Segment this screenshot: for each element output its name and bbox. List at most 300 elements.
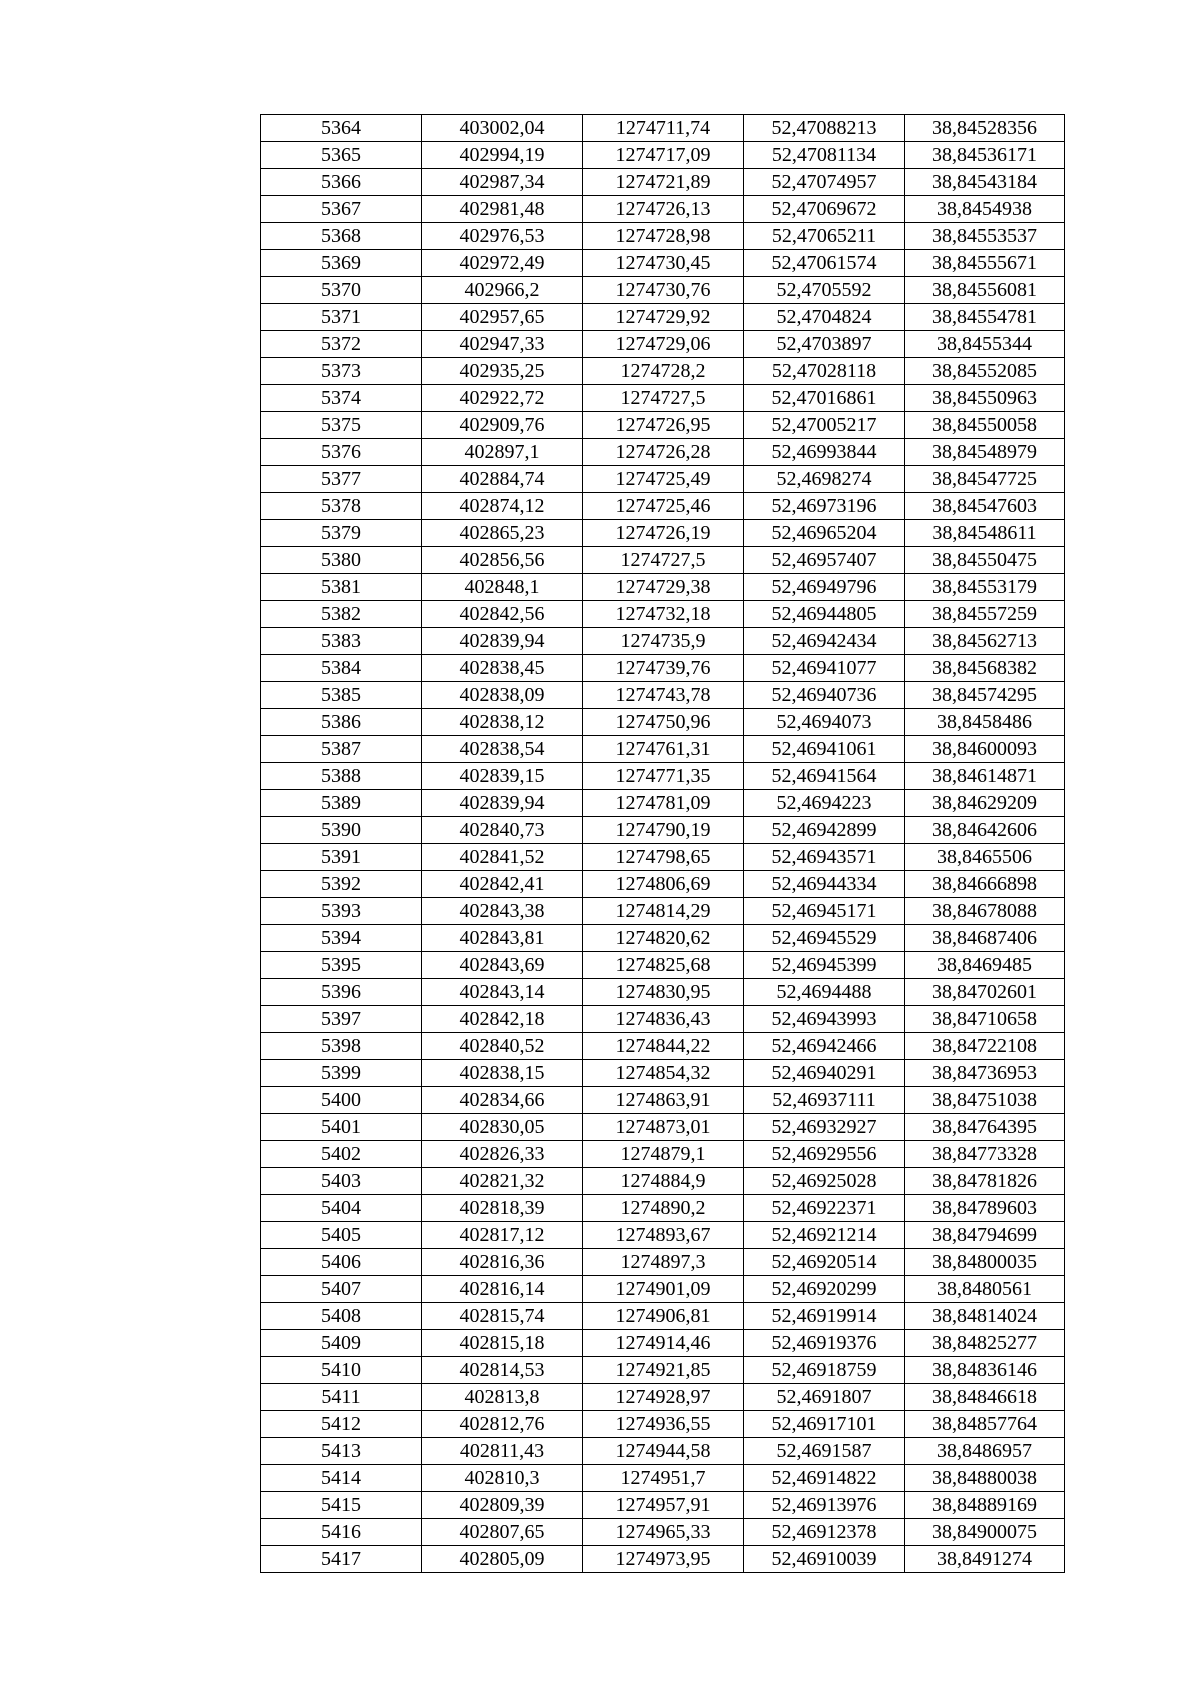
point-number-cell: 5366 (261, 169, 422, 196)
y-coordinate-cell: 1274711,74 (583, 115, 744, 142)
table-row (261, 493, 1065, 520)
table-row (261, 628, 1065, 655)
point-number-cell: 5413 (261, 1438, 422, 1465)
x-coordinate-cell: 402842,56 (422, 601, 583, 628)
x-coordinate-cell: 402826,33 (422, 1141, 583, 1168)
longitude-cell: 38,84794699 (905, 1222, 1065, 1249)
latitude-cell: 52,46922371 (744, 1195, 905, 1222)
point-number-cell: 5369 (261, 250, 422, 277)
x-coordinate-cell: 402966,2 (422, 277, 583, 304)
point-number-cell: 5397 (261, 1006, 422, 1033)
table-row (261, 1141, 1065, 1168)
latitude-cell: 52,46940736 (744, 682, 905, 709)
point-number-cell: 5391 (261, 844, 422, 871)
y-coordinate-cell: 1274771,35 (583, 763, 744, 790)
table-row (261, 385, 1065, 412)
x-coordinate-cell: 402909,76 (422, 412, 583, 439)
x-coordinate-cell: 402816,14 (422, 1276, 583, 1303)
longitude-cell: 38,84666898 (905, 871, 1065, 898)
latitude-cell: 52,4698274 (744, 466, 905, 493)
point-number-cell: 5374 (261, 385, 422, 412)
longitude-cell: 38,84687406 (905, 925, 1065, 952)
x-coordinate-cell: 402817,12 (422, 1222, 583, 1249)
longitude-cell: 38,8486957 (905, 1438, 1065, 1465)
table-row (261, 817, 1065, 844)
table-row (261, 223, 1065, 250)
longitude-cell: 38,8469485 (905, 952, 1065, 979)
longitude-cell: 38,84536171 (905, 142, 1065, 169)
point-number-cell: 5380 (261, 547, 422, 574)
x-coordinate-cell: 402981,48 (422, 196, 583, 223)
point-number-cell: 5386 (261, 709, 422, 736)
longitude-cell: 38,84751038 (905, 1087, 1065, 1114)
x-coordinate-cell: 402972,49 (422, 250, 583, 277)
longitude-cell: 38,84550058 (905, 412, 1065, 439)
x-coordinate-cell: 402843,38 (422, 898, 583, 925)
longitude-cell: 38,84880038 (905, 1465, 1065, 1492)
x-coordinate-cell: 402840,73 (422, 817, 583, 844)
latitude-cell: 52,46941077 (744, 655, 905, 682)
y-coordinate-cell: 1274965,33 (583, 1519, 744, 1546)
point-number-cell: 5414 (261, 1465, 422, 1492)
y-coordinate-cell: 1274798,65 (583, 844, 744, 871)
table-row (261, 736, 1065, 763)
latitude-cell: 52,46941564 (744, 763, 905, 790)
point-number-cell: 5416 (261, 1519, 422, 1546)
table-row (261, 1249, 1065, 1276)
longitude-cell: 38,8454938 (905, 196, 1065, 223)
longitude-cell: 38,84568382 (905, 655, 1065, 682)
y-coordinate-cell: 1274814,29 (583, 898, 744, 925)
latitude-cell: 52,46973196 (744, 493, 905, 520)
latitude-cell: 52,46932927 (744, 1114, 905, 1141)
y-coordinate-cell: 1274944,58 (583, 1438, 744, 1465)
table-row (261, 898, 1065, 925)
longitude-cell: 38,84614871 (905, 763, 1065, 790)
longitude-cell: 38,84547725 (905, 466, 1065, 493)
x-coordinate-cell: 402922,72 (422, 385, 583, 412)
latitude-cell: 52,46945171 (744, 898, 905, 925)
table-row (261, 871, 1065, 898)
longitude-cell: 38,84836146 (905, 1357, 1065, 1384)
latitude-cell: 52,4691807 (744, 1384, 905, 1411)
longitude-cell: 38,84773328 (905, 1141, 1065, 1168)
longitude-cell: 38,84900075 (905, 1519, 1065, 1546)
point-number-cell: 5365 (261, 142, 422, 169)
latitude-cell: 52,46945399 (744, 952, 905, 979)
y-coordinate-cell: 1274890,2 (583, 1195, 744, 1222)
table-row (261, 574, 1065, 601)
y-coordinate-cell: 1274790,19 (583, 817, 744, 844)
point-number-cell: 5406 (261, 1249, 422, 1276)
table-row (261, 1411, 1065, 1438)
table-row (261, 979, 1065, 1006)
table-row (261, 1168, 1065, 1195)
point-number-cell: 5383 (261, 628, 422, 655)
table-row (261, 1438, 1065, 1465)
y-coordinate-cell: 1274820,62 (583, 925, 744, 952)
longitude-cell: 38,84846618 (905, 1384, 1065, 1411)
x-coordinate-cell: 402814,53 (422, 1357, 583, 1384)
x-coordinate-cell: 402947,33 (422, 331, 583, 358)
latitude-cell: 52,47061574 (744, 250, 905, 277)
latitude-cell: 52,46920514 (744, 1249, 905, 1276)
y-coordinate-cell: 1274732,18 (583, 601, 744, 628)
longitude-cell: 38,8455344 (905, 331, 1065, 358)
point-number-cell: 5410 (261, 1357, 422, 1384)
x-coordinate-cell: 402848,1 (422, 574, 583, 601)
latitude-cell: 52,46942434 (744, 628, 905, 655)
latitude-cell: 52,4704824 (744, 304, 905, 331)
point-number-cell: 5405 (261, 1222, 422, 1249)
x-coordinate-cell: 402839,94 (422, 628, 583, 655)
y-coordinate-cell: 1274726,28 (583, 439, 744, 466)
y-coordinate-cell: 1274721,89 (583, 169, 744, 196)
x-coordinate-cell: 402812,76 (422, 1411, 583, 1438)
y-coordinate-cell: 1274921,85 (583, 1357, 744, 1384)
latitude-cell: 52,46944805 (744, 601, 905, 628)
latitude-cell: 52,47088213 (744, 115, 905, 142)
table-row (261, 439, 1065, 466)
longitude-cell: 38,84857764 (905, 1411, 1065, 1438)
y-coordinate-cell: 1274729,06 (583, 331, 744, 358)
table-row (261, 358, 1065, 385)
y-coordinate-cell: 1274726,13 (583, 196, 744, 223)
x-coordinate-cell: 402810,3 (422, 1465, 583, 1492)
longitude-cell: 38,84548979 (905, 439, 1065, 466)
table-row (261, 1006, 1065, 1033)
latitude-cell: 52,46942899 (744, 817, 905, 844)
coordinates-table (260, 114, 1065, 1573)
point-number-cell: 5372 (261, 331, 422, 358)
latitude-cell: 52,4694073 (744, 709, 905, 736)
latitude-cell: 52,4694223 (744, 790, 905, 817)
y-coordinate-cell: 1274725,49 (583, 466, 744, 493)
y-coordinate-cell: 1274739,76 (583, 655, 744, 682)
y-coordinate-cell: 1274825,68 (583, 952, 744, 979)
y-coordinate-cell: 1274879,1 (583, 1141, 744, 1168)
point-number-cell: 5385 (261, 682, 422, 709)
latitude-cell: 52,47005217 (744, 412, 905, 439)
y-coordinate-cell: 1274729,38 (583, 574, 744, 601)
longitude-cell: 38,84814024 (905, 1303, 1065, 1330)
longitude-cell: 38,84789603 (905, 1195, 1065, 1222)
x-coordinate-cell: 402815,74 (422, 1303, 583, 1330)
latitude-cell: 52,46993844 (744, 439, 905, 466)
longitude-cell: 38,84678088 (905, 898, 1065, 925)
longitude-cell: 38,84543184 (905, 169, 1065, 196)
y-coordinate-cell: 1274906,81 (583, 1303, 744, 1330)
latitude-cell: 52,46965204 (744, 520, 905, 547)
x-coordinate-cell: 402838,12 (422, 709, 583, 736)
longitude-cell: 38,84764395 (905, 1114, 1065, 1141)
x-coordinate-cell: 402865,23 (422, 520, 583, 547)
point-number-cell: 5368 (261, 223, 422, 250)
latitude-cell: 52,46957407 (744, 547, 905, 574)
longitude-cell: 38,8465506 (905, 844, 1065, 871)
table-row (261, 1384, 1065, 1411)
y-coordinate-cell: 1274729,92 (583, 304, 744, 331)
x-coordinate-cell: 402807,65 (422, 1519, 583, 1546)
longitude-cell: 38,84556081 (905, 277, 1065, 304)
latitude-cell: 52,4703897 (744, 331, 905, 358)
x-coordinate-cell: 402843,69 (422, 952, 583, 979)
latitude-cell: 52,46910039 (744, 1546, 905, 1573)
point-number-cell: 5401 (261, 1114, 422, 1141)
y-coordinate-cell: 1274730,76 (583, 277, 744, 304)
longitude-cell: 38,84736953 (905, 1060, 1065, 1087)
y-coordinate-cell: 1274973,95 (583, 1546, 744, 1573)
latitude-cell: 52,46912378 (744, 1519, 905, 1546)
x-coordinate-cell: 402816,36 (422, 1249, 583, 1276)
point-number-cell: 5376 (261, 439, 422, 466)
table-row (261, 1060, 1065, 1087)
x-coordinate-cell: 402805,09 (422, 1546, 583, 1573)
table-row (261, 763, 1065, 790)
latitude-cell: 52,46945529 (744, 925, 905, 952)
y-coordinate-cell: 1274725,46 (583, 493, 744, 520)
table-row (261, 1303, 1065, 1330)
latitude-cell: 52,47028118 (744, 358, 905, 385)
table-row (261, 1546, 1065, 1573)
latitude-cell: 52,46914822 (744, 1465, 905, 1492)
latitude-cell: 52,46920299 (744, 1276, 905, 1303)
longitude-cell: 38,84600093 (905, 736, 1065, 763)
x-coordinate-cell: 402821,32 (422, 1168, 583, 1195)
table-row (261, 1357, 1065, 1384)
point-number-cell: 5378 (261, 493, 422, 520)
y-coordinate-cell: 1274727,5 (583, 385, 744, 412)
point-number-cell: 5398 (261, 1033, 422, 1060)
latitude-cell: 52,47016861 (744, 385, 905, 412)
point-number-cell: 5377 (261, 466, 422, 493)
x-coordinate-cell: 402841,52 (422, 844, 583, 871)
longitude-cell: 38,84889169 (905, 1492, 1065, 1519)
x-coordinate-cell: 402838,54 (422, 736, 583, 763)
table-row (261, 115, 1065, 142)
latitude-cell: 52,46913976 (744, 1492, 905, 1519)
y-coordinate-cell: 1274806,69 (583, 871, 744, 898)
table-row (261, 250, 1065, 277)
point-number-cell: 5396 (261, 979, 422, 1006)
longitude-cell: 38,84629209 (905, 790, 1065, 817)
table-row (261, 655, 1065, 682)
point-number-cell: 5371 (261, 304, 422, 331)
latitude-cell: 52,47069672 (744, 196, 905, 223)
point-number-cell: 5408 (261, 1303, 422, 1330)
longitude-cell: 38,84554781 (905, 304, 1065, 331)
table-row (261, 1330, 1065, 1357)
longitude-cell: 38,84800035 (905, 1249, 1065, 1276)
table-row (261, 1033, 1065, 1060)
latitude-cell: 52,46929556 (744, 1141, 905, 1168)
table-row (261, 466, 1065, 493)
latitude-cell: 52,4691587 (744, 1438, 905, 1465)
latitude-cell: 52,4694488 (744, 979, 905, 1006)
y-coordinate-cell: 1274901,09 (583, 1276, 744, 1303)
latitude-cell: 52,46921214 (744, 1222, 905, 1249)
x-coordinate-cell: 402843,14 (422, 979, 583, 1006)
x-coordinate-cell: 402935,25 (422, 358, 583, 385)
y-coordinate-cell: 1274717,09 (583, 142, 744, 169)
point-number-cell: 5379 (261, 520, 422, 547)
longitude-cell: 38,84562713 (905, 628, 1065, 655)
longitude-cell: 38,84722108 (905, 1033, 1065, 1060)
x-coordinate-cell: 402840,52 (422, 1033, 583, 1060)
y-coordinate-cell: 1274897,3 (583, 1249, 744, 1276)
y-coordinate-cell: 1274844,22 (583, 1033, 744, 1060)
table-row (261, 304, 1065, 331)
table-row (261, 1195, 1065, 1222)
longitude-cell: 38,84574295 (905, 682, 1065, 709)
longitude-cell: 38,8458486 (905, 709, 1065, 736)
longitude-cell: 38,84557259 (905, 601, 1065, 628)
longitude-cell: 38,84710658 (905, 1006, 1065, 1033)
point-number-cell: 5384 (261, 655, 422, 682)
y-coordinate-cell: 1274951,7 (583, 1465, 744, 1492)
x-coordinate-cell: 402884,74 (422, 466, 583, 493)
y-coordinate-cell: 1274914,46 (583, 1330, 744, 1357)
x-coordinate-cell: 402957,65 (422, 304, 583, 331)
latitude-cell: 52,46917101 (744, 1411, 905, 1438)
x-coordinate-cell: 402842,41 (422, 871, 583, 898)
latitude-cell: 52,47065211 (744, 223, 905, 250)
x-coordinate-cell: 402856,56 (422, 547, 583, 574)
table-row (261, 196, 1065, 223)
y-coordinate-cell: 1274873,01 (583, 1114, 744, 1141)
table-row (261, 790, 1065, 817)
longitude-cell: 38,84825277 (905, 1330, 1065, 1357)
x-coordinate-cell: 402811,43 (422, 1438, 583, 1465)
table-row (261, 1492, 1065, 1519)
x-coordinate-cell: 402834,66 (422, 1087, 583, 1114)
point-number-cell: 5382 (261, 601, 422, 628)
y-coordinate-cell: 1274854,32 (583, 1060, 744, 1087)
point-number-cell: 5407 (261, 1276, 422, 1303)
point-number-cell: 5367 (261, 196, 422, 223)
y-coordinate-cell: 1274726,19 (583, 520, 744, 547)
point-number-cell: 5375 (261, 412, 422, 439)
table-row (261, 925, 1065, 952)
longitude-cell: 38,84781826 (905, 1168, 1065, 1195)
point-number-cell: 5394 (261, 925, 422, 952)
y-coordinate-cell: 1274728,2 (583, 358, 744, 385)
y-coordinate-cell: 1274928,97 (583, 1384, 744, 1411)
x-coordinate-cell: 402838,45 (422, 655, 583, 682)
point-number-cell: 5387 (261, 736, 422, 763)
x-coordinate-cell: 402842,18 (422, 1006, 583, 1033)
latitude-cell: 52,46937111 (744, 1087, 905, 1114)
latitude-cell: 52,46940291 (744, 1060, 905, 1087)
y-coordinate-cell: 1274730,45 (583, 250, 744, 277)
table-row (261, 952, 1065, 979)
latitude-cell: 52,46949796 (744, 574, 905, 601)
table-row (261, 1087, 1065, 1114)
x-coordinate-cell: 403002,04 (422, 115, 583, 142)
longitude-cell: 38,84552085 (905, 358, 1065, 385)
point-number-cell: 5409 (261, 1330, 422, 1357)
y-coordinate-cell: 1274743,78 (583, 682, 744, 709)
table-row (261, 709, 1065, 736)
table-row (261, 331, 1065, 358)
table-row (261, 169, 1065, 196)
point-number-cell: 5389 (261, 790, 422, 817)
latitude-cell: 52,4705592 (744, 277, 905, 304)
x-coordinate-cell: 402815,18 (422, 1330, 583, 1357)
y-coordinate-cell: 1274830,95 (583, 979, 744, 1006)
point-number-cell: 5415 (261, 1492, 422, 1519)
table-row (261, 547, 1065, 574)
point-number-cell: 5404 (261, 1195, 422, 1222)
table-row (261, 1276, 1065, 1303)
table-row (261, 520, 1065, 547)
x-coordinate-cell: 402818,39 (422, 1195, 583, 1222)
latitude-cell: 52,46919376 (744, 1330, 905, 1357)
point-number-cell: 5411 (261, 1384, 422, 1411)
y-coordinate-cell: 1274727,5 (583, 547, 744, 574)
latitude-cell: 52,46941061 (744, 736, 905, 763)
x-coordinate-cell: 402839,15 (422, 763, 583, 790)
table-row (261, 1519, 1065, 1546)
x-coordinate-cell: 402994,19 (422, 142, 583, 169)
table-row (261, 1465, 1065, 1492)
y-coordinate-cell: 1274884,9 (583, 1168, 744, 1195)
y-coordinate-cell: 1274893,67 (583, 1222, 744, 1249)
table-row (261, 601, 1065, 628)
longitude-cell: 38,84528356 (905, 115, 1065, 142)
point-number-cell: 5364 (261, 115, 422, 142)
longitude-cell: 38,84548611 (905, 520, 1065, 547)
point-number-cell: 5412 (261, 1411, 422, 1438)
point-number-cell: 5400 (261, 1087, 422, 1114)
longitude-cell: 38,8491274 (905, 1546, 1065, 1573)
y-coordinate-cell: 1274728,98 (583, 223, 744, 250)
latitude-cell: 52,46918759 (744, 1357, 905, 1384)
latitude-cell: 52,46944334 (744, 871, 905, 898)
latitude-cell: 52,46925028 (744, 1168, 905, 1195)
table-row (261, 412, 1065, 439)
latitude-cell: 52,46943571 (744, 844, 905, 871)
longitude-cell: 38,8480561 (905, 1276, 1065, 1303)
point-number-cell: 5390 (261, 817, 422, 844)
latitude-cell: 52,47074957 (744, 169, 905, 196)
table-row (261, 1114, 1065, 1141)
y-coordinate-cell: 1274836,43 (583, 1006, 744, 1033)
x-coordinate-cell: 402838,09 (422, 682, 583, 709)
latitude-cell: 52,46919914 (744, 1303, 905, 1330)
x-coordinate-cell: 402838,15 (422, 1060, 583, 1087)
longitude-cell: 38,84547603 (905, 493, 1065, 520)
y-coordinate-cell: 1274957,91 (583, 1492, 744, 1519)
y-coordinate-cell: 1274726,95 (583, 412, 744, 439)
longitude-cell: 38,84553537 (905, 223, 1065, 250)
table-row (261, 844, 1065, 871)
point-number-cell: 5399 (261, 1060, 422, 1087)
longitude-cell: 38,84702601 (905, 979, 1065, 1006)
point-number-cell: 5403 (261, 1168, 422, 1195)
y-coordinate-cell: 1274761,31 (583, 736, 744, 763)
point-number-cell: 5402 (261, 1141, 422, 1168)
x-coordinate-cell: 402874,12 (422, 493, 583, 520)
coordinates-table-body (261, 115, 1065, 1573)
point-number-cell: 5393 (261, 898, 422, 925)
point-number-cell: 5373 (261, 358, 422, 385)
longitude-cell: 38,84555671 (905, 250, 1065, 277)
table-row (261, 1222, 1065, 1249)
longitude-cell: 38,84550475 (905, 547, 1065, 574)
point-number-cell: 5388 (261, 763, 422, 790)
latitude-cell: 52,46943993 (744, 1006, 905, 1033)
